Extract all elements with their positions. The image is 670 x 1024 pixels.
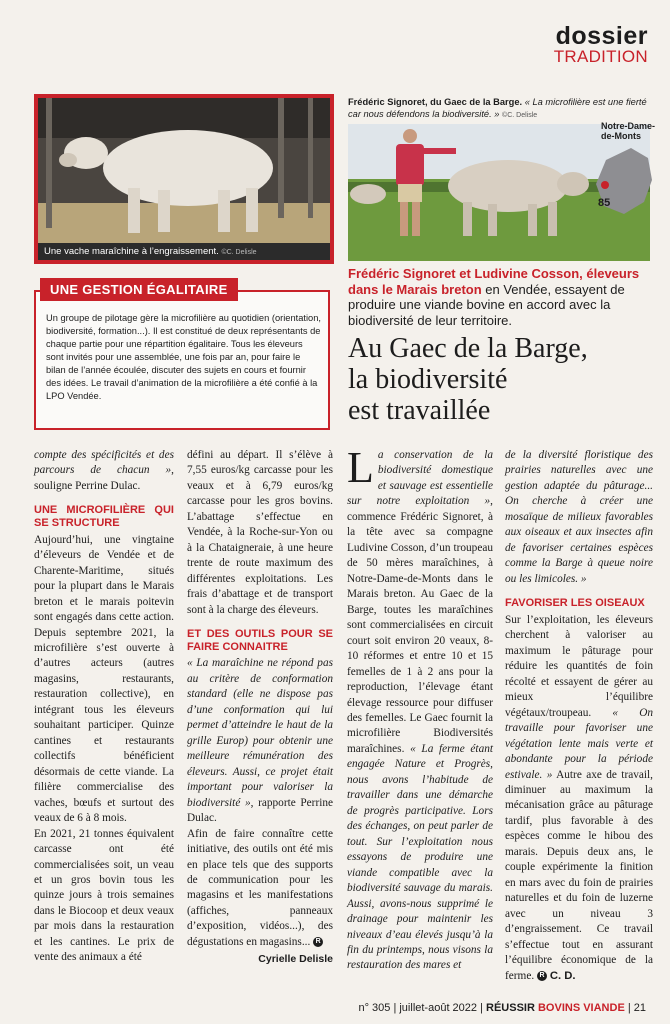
- map-place-label: Notre-Dame- de-Monts: [601, 121, 656, 141]
- paragraph: Afin de faire connaître cette initiative, des outils ont été mis en place tels que des supports de communication pour les magasins et les manifestations (affiches, panneaux d’exposition, vidéos...), des dégustations en magasins... R: [187, 827, 333, 948]
- paragraph: Aujourd’hui, une vingtaine d’éleveurs de Vendée et de Charente-Maritime, situés pour la plupart dans le Marais breton et le marais poitevin sont engagés dans cette action. Depuis septembre 2021, la microfilière s’est ouverte à d’autres acteurs (autres magasins, restaurants, restauration collective), en intégrant tous les éleveurs souhaitant participer. Quinze cantines et restaurants collectifs bénéficient désormais de cette viande. La filière commercialise des vaches, bœufs et surtout des veaux de 6 à 8 mois.: [34, 533, 174, 825]
- column-3: [347, 443, 493, 974]
- cow-photo: [34, 94, 334, 264]
- section-name: TRADITION: [553, 47, 648, 66]
- paragraph: de la diversité floristique des prairies naturelles avec une gestion adaptée du pâturage... On cherche à créer une mosaïque de milieux favorables aux oiseaux et aux insectes afin de favoriser certaines espèces comme la Barge à queue noire ou les limicoles. »: [505, 449, 653, 585]
- sidebar-box-text: Un groupe de pilotage gère la microfilière au quotidien (orientation, biodiversité, formation...). Il est constitué de deux représentants de chaque partie pour une répartition égalitaire. Tous les éleveurs sont invités pour une assemblée, une fois par an, pour faire le bilan de l’année écoulée, discuter des sujets en cours et fournir des idées. Le travail d’animation de la microfilière a été confié à la LPO Vendée.: [46, 313, 321, 402]
- photo-caption-right: Frédéric Signoret, du Gaec de la Barge. « La microfilière est une fierté car nous défendons la biodiversité. » ©C. Delisle: [348, 97, 647, 120]
- intro-lede: Frédéric Signoret et Ludivine Cosson, éleveurs dans le Marais breton en Vendée, essayent de produire une viande bovine en accord avec la biodiversité de leur territoire.: [348, 266, 640, 328]
- paragraph: Sur l’exploitation, les éleveurs cherchent à valoriser au maximum le pâturage pour réduire les quantités de foin récolté et essayent de gérer au mieux l’équilibre végétaux/troupeau. « On travaille pour favoriser une végétation lente mais verte et abondante pour la période estivale. » Autre axe de travail, diminuer au maximum la mécanisation grâce au pâturage tardif, plus favorable à des espèces comme le hibou des marais. Depuis deux ans, le couple expérimente la finition en mars avec du foin de prairies naturelles et du foin de luzerne avec un niveau 3 d’engraissement. Ce travail s’effectue tout en assurant l’équilibre économique de la ferme. R C. D.: [505, 613, 653, 982]
- author-signature: Cyrielle Delisle: [258, 953, 333, 966]
- paragraph: défini au départ. Il s’élève à 7,55 euros/kg carcasse pour les veaux et à 6,79 euros/kg carcasse pour les gros bovins. L’abattage s’effectue en Vendée, à la Roche-sur-Yon ou à la Chataigneraie, à une heure trente de route maximum des différentes exploitations. Les frais d’abattage et de transport sont à la charge des éleveurs.: [187, 449, 333, 616]
- page-footer: n° 305 | juillet-août 2022 | RÉUSSIR BOVINS VIANDE | 21: [358, 1002, 646, 1014]
- paragraph: « La maraîchine ne répond pas au critère de conformation standard (elle ne dispose pas d’une conformation qui lui permet d’atteindre le haut de la grille Europ) pour obtenir une meilleure rémunération des éleveurs. Aussi, ce projet était important pour valoriser la biodiversité », rapporte Perrine Dulac.: [187, 657, 334, 825]
- author-initials: C. D.: [549, 969, 576, 982]
- section-kicker: dossier: [555, 22, 648, 50]
- subheading: ET DES OUTILS POUR SE FAIRE CONNAITRE: [187, 628, 333, 653]
- subheading: UNE MICROFILIÈRE QUI SE STRUCTURE: [34, 504, 174, 530]
- cow-stall-illustration: [38, 98, 330, 260]
- sidebar-box-label: UNE GESTION ÉGALITAIRE: [40, 278, 238, 301]
- column-2: [187, 448, 333, 967]
- column-4: [505, 448, 653, 984]
- paragraph: compte des spécificités et des parcours de chacun », souligne Perrine Dulac.: [34, 449, 174, 492]
- end-mark-icon: R: [313, 937, 323, 947]
- article-title: Au Gaec de la Barge, la biodiversité est travaillée: [348, 333, 588, 426]
- end-mark-icon: R: [537, 971, 547, 981]
- photo-caption: Une vache maraîchine à l’engraissement. ©C. Delisle: [38, 243, 330, 260]
- france-map-icon: [586, 140, 656, 220]
- column-1: [34, 448, 174, 966]
- drop-cap: L: [347, 443, 374, 492]
- department-number: 85: [598, 197, 611, 209]
- location-pin-icon: [601, 181, 609, 189]
- paragraph: En 2021, 21 tonnes équivalent carcasse ont été commercialisées soit, un veau et un gros bovin tous les quinze jours à trois semaines dans le Biocoop et deux veaux par mois dans la restauration et les cantines. Le prix de vente des animaux a été: [34, 827, 174, 964]
- subheading: FAVORISER LES OISEAUX: [505, 597, 645, 610]
- paragraph: La conservation de la biodiversité domestique et sauvage est essentielle sur notre exploitation », commence Frédéric Signoret, à la tête avec sa compagne Ludivine Cosson, d’un troupeau de 50 mères maraîchines, à Notre-Dame-de-Monts dans le Marais breton. Au Gaec de la Barge, toutes les maraîchines sont commercialisées en circuit court soit environ 20 veaux, 8-10 réformes et entre 10 et 15 femelles de 1 à 2 ans pour la reproduction, l’élevage étant élevage ressource pour diffuser des femelles. Le Gaec fournit la microfilière Biodiversités maraîchines. « La ferme étant engagée Nature et Progrès, nous avons l’habitude de travailler dans une démarche de progrès participative. Lors des échanges, on peut parler de tout. Sur l’exploitation nous essayons de produire une viande compatible avec la biodiversité sauvage du marais. Aussi, avons-nous supprimé le drainage pour maintenir les niveaux d’eau élevés jusqu’à la fin du printemps, nous visons la restauration des mares et: [347, 443, 493, 972]
